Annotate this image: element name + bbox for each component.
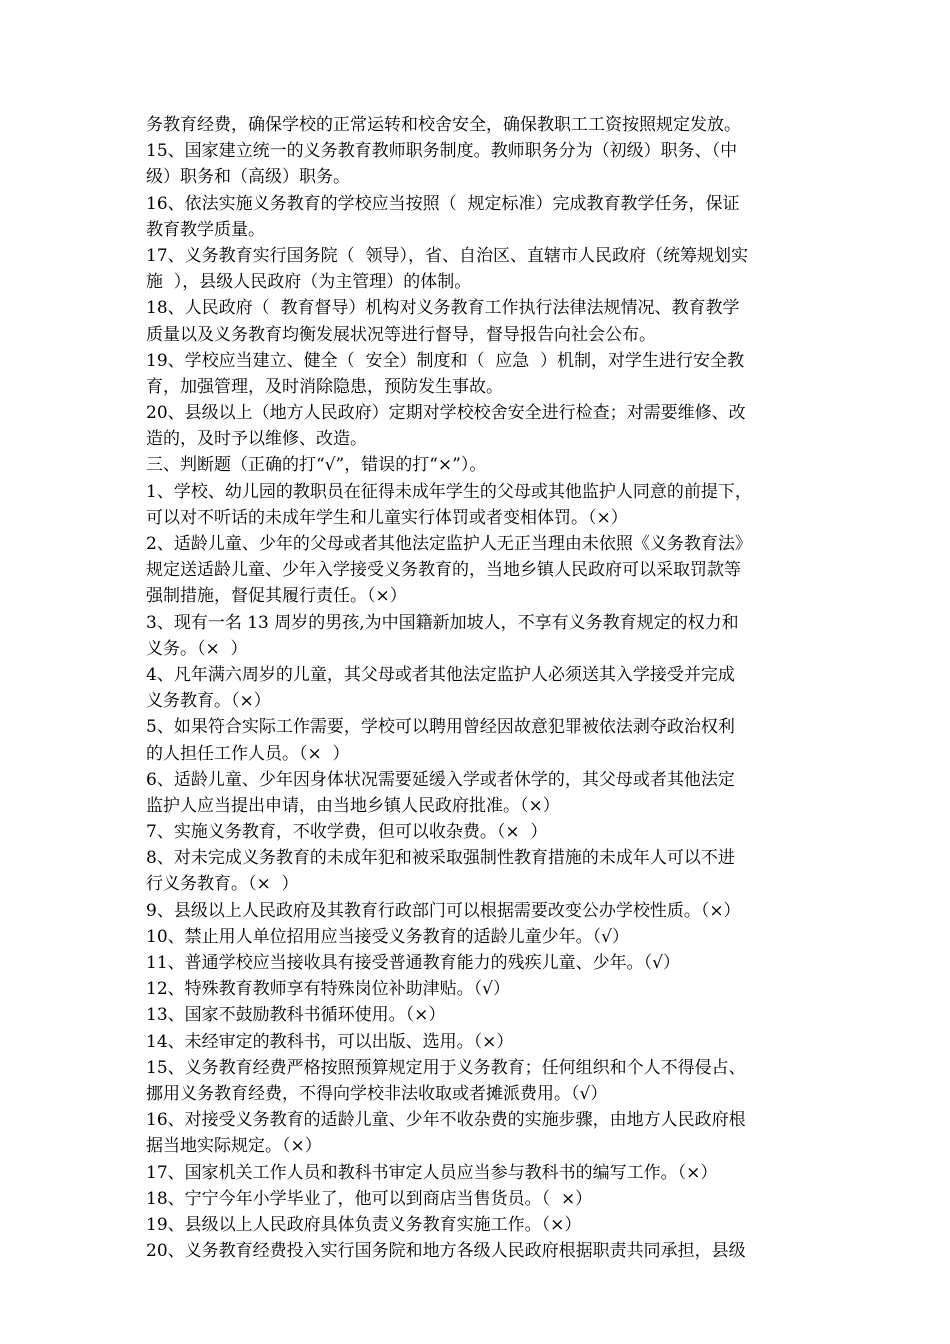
text-line: 15、义务教育经费严格按照预算规定用于义务教育；任何组织和个人不得侵占、: [146, 1057, 746, 1078]
text-line: 12、特殊教育教师享有特殊岗位补助津贴。（√）: [146, 979, 510, 1000]
text-line: 18、人民政府（ 教育督导）机构对义务教育工作执行法律法规情况、教育教学: [146, 298, 740, 319]
text-line: 3、现有一名 13 周岁的男孩,为中国籍新加坡人，不享有义务教育规定的权力和: [146, 612, 739, 633]
text-line: 义务教育。（×）: [146, 691, 271, 712]
text-line: 挪用义务教育经费，不得向学校非法收取或者摊派费用。（√）: [146, 1083, 608, 1104]
document-body: [146, 112, 816, 1264]
text-line: 9、县级以上人民政府及其教育行政部门可以根据需要改变公办学校性质。（×）: [146, 900, 741, 921]
text-line: 11、普通学校应当接收具有接受普通教育能力的残疾儿童、少年。（√）: [146, 953, 680, 973]
text-line: 施 ），县级人民政府（为主管理）的体制。: [146, 272, 472, 293]
text-line: 务教育经费，确保学校的正常运转和校舍安全，确保教职工工资按照规定发放。: [146, 115, 741, 135]
text-line: 2、适龄儿童、少年的父母或者其他法定监护人无正当理由未依照《义务教育法》: [146, 534, 752, 554]
text-line: 级）职务和（高级）职务。: [146, 167, 350, 188]
text-line: 义务。（× ）: [146, 638, 248, 659]
text-line: 19、县级以上人民政府具体负责义务教育实施工作。（×）: [146, 1214, 582, 1235]
text-line: 7、实施义务教育，不收学费，但可以收杂费。（× ）: [146, 822, 548, 843]
text-line: 20、县级以上（地方人民政府）定期对学校校舍安全进行检查；对需要维修、改: [146, 403, 746, 424]
text-line: 8、对未完成义务教育的未成年犯和被采取强制性教育措施的未成年人可以不进: [146, 848, 735, 869]
text-line: 强制措施，督促其履行责任。（×）: [146, 586, 407, 607]
text-line: 17、国家机关工作人员和教科书审定人员应当参与教科书的编写工作。（×）: [146, 1162, 718, 1183]
text-line: 质量以及义务教育均衡发展状况等进行督导，督导报告向社会公布。: [146, 324, 656, 345]
text-line: 据当地实际规定。（×）: [146, 1136, 322, 1157]
text-line: 育，加强管理，及时消除隐患，预防发生事故。: [146, 376, 503, 397]
section-heading: 三、判断题（正确的打“√”，错误的打“×”）。: [146, 455, 487, 476]
text-line: 17、义务教育实行国务院（ 领导），省、自治区、直辖市人民政府（统筹规划实: [146, 245, 748, 266]
text-line: 20、义务教育经费投入实行国务院和地方各级人民政府根据职责共同承担，县级: [146, 1241, 746, 1262]
text-line: 16、对接受义务教育的适龄儿童、少年不收杂费的实施步骤，由地方人民政府根: [146, 1110, 746, 1131]
text-line: 5、如果符合实际工作需要，学校可以聘用曾经因故意犯罪被依法剥夺政治权利: [146, 717, 735, 738]
text-line: 16、依法实施义务教育的学校应当按照（ 规定标准）完成教育教学任务，保证: [146, 193, 740, 214]
text-line: 19、学校应当建立、健全（ 安全）制度和（ 应急 ）机制，对学生进行安全教: [146, 350, 745, 371]
text-line: 4、凡年满六周岁的儿童，其父母或者其他法定监护人必须送其入学接受并完成: [146, 664, 735, 685]
text-line: 行义务教育。（× ）: [146, 874, 299, 895]
text-line: 规定送适龄儿童、少年入学接受义务教育的，当地乡镇人民政府可以采取罚款等: [146, 560, 741, 581]
text-line: 15、国家建立统一的义务教育教师职务制度。教师职务分为（初级）职务、（中: [146, 141, 738, 162]
text-line: 监护人应当提出申请，由当地乡镇人民政府批准。（×）: [146, 795, 560, 816]
text-line: 6、适龄儿童、少年因身体状况需要延缓入学或者休学的，其父母或者其他法定: [146, 769, 735, 790]
text-line: 造的，及时予以维修、改造。: [146, 429, 367, 450]
text-line: 18、宁宁今年小学毕业了，他可以到商店当售货员。（ ×）: [146, 1188, 593, 1209]
text-line: 14、未经审定的教科书，可以出版、选用。（×）: [146, 1031, 514, 1052]
text-line: 教育教学质量。: [146, 219, 265, 240]
text-line: 13、国家不鼓励教科书循环使用。（×）: [146, 1005, 446, 1026]
text-line: 的人担任工作人员。（× ）: [146, 743, 350, 764]
text-line: 1、学校、幼儿园的教职员在征得未成年学生的父母或其他监护人同意的前提下，: [146, 481, 752, 502]
text-line: 10、禁止用人单位招用应当接受义务教育的适龄儿童少年。（√）: [146, 926, 629, 947]
text-line: 可以对不听话的未成年学生和儿童实行体罚或者变相体罚。（×）: [146, 507, 628, 528]
